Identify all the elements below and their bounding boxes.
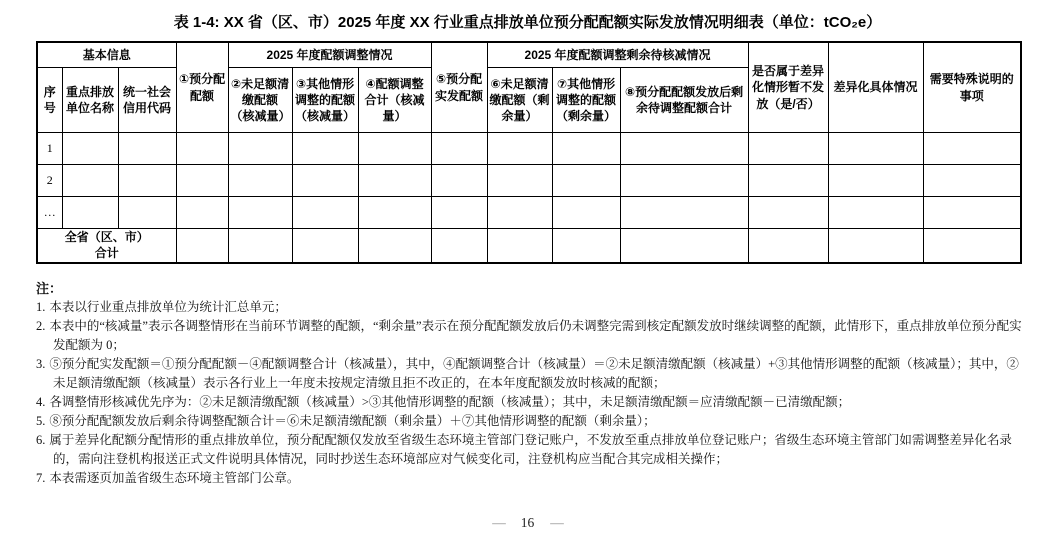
table-row-1 (37, 133, 1021, 165)
note-number: 7. (36, 471, 46, 486)
note-number: 1. (36, 300, 46, 315)
table-cell (487, 197, 552, 229)
table-cell (228, 229, 292, 264)
note-3 (36, 355, 1028, 393)
footer-dash-left: — (492, 515, 505, 530)
table-cell (923, 197, 1021, 229)
note-7 (36, 469, 1028, 488)
table-cell (292, 133, 358, 165)
table-cell (487, 229, 552, 264)
row-seq: 1 (37, 133, 62, 165)
table-cell (552, 165, 620, 197)
note-text: 各调整情形核减优先序为：②未足额清缴配额（核减量）>③其他情形调整的配额（核减量）；其中，未足额清缴配额＝应清缴配额－已清缴配额； (49, 395, 851, 410)
header-adjustment-2025-group: 2025 年度配额调整情况 (228, 42, 431, 68)
total-row-label: 全省（区、市）合计 (37, 229, 176, 264)
table-cell (620, 229, 748, 264)
notes-heading: 注： (36, 281, 63, 297)
table-row-ellipsis (37, 197, 1021, 229)
table-cell (358, 197, 431, 229)
header-pre-allocated: ①预分配配额 (176, 42, 228, 133)
note-4 (36, 393, 1028, 412)
header-special-notes: 需要特殊说明的事项 (923, 42, 1021, 133)
page-number: 16 (520, 515, 535, 530)
table-cell (176, 197, 228, 229)
table-cell (552, 133, 620, 165)
table-cell (748, 229, 828, 264)
header-group-row (37, 42, 1021, 68)
table-cell (176, 229, 228, 264)
header-credit-code: 统一社会信用代码 (118, 68, 176, 133)
table-row-2 (37, 165, 1021, 197)
table-cell (748, 165, 828, 197)
table-cell (487, 133, 552, 165)
table-row-total (37, 229, 1021, 264)
table-wrapper (36, 41, 1055, 264)
note-number: 5. (36, 414, 46, 429)
note-text: 本表以行业重点排放单位为统计汇总单元； (49, 300, 287, 315)
header-remaining-2025-group: 2025 年度配额调整剩余待核减情况 (487, 42, 748, 68)
header-adjust-total: ④配额调整合计（核减量） (358, 68, 431, 133)
table-cell (176, 133, 228, 165)
page-title: 表 1-4: XX 省（区、市）2025 年度 XX 行业重点排放单位预分配配额实际发放情况明细表（单位：tCO₂e） (173, 14, 882, 31)
header-differentiated-hold: 是否属于差异化情形暂不发放（是/否） (748, 42, 828, 133)
note-number: 6. (36, 433, 46, 448)
header-basic-info-group: 基本信息 (37, 42, 176, 68)
table-cell (828, 133, 923, 165)
table-cell (431, 133, 487, 165)
table-cell (292, 197, 358, 229)
note-text: 本表需逐页加盖省级生态环境主管部门公章。 (49, 471, 300, 486)
table-cell (228, 197, 292, 229)
header-other-adjusted: ③其他情形调整的配额（核减量） (292, 68, 358, 133)
table-cell (358, 165, 431, 197)
page-footer (0, 515, 1055, 531)
table-cell (552, 197, 620, 229)
table-cell (62, 133, 118, 165)
note-text: ⑧预分配配额发放后剩余待调整配额合计＝⑥未足额清缴配额（剩余量）＋⑦其他情形调整的配额（剩余量）； (49, 414, 656, 429)
table-cell (358, 229, 431, 264)
table-cell (748, 133, 828, 165)
note-text: 本表中的“核减量”表示各调整情形在当前环节调整的配额，“剩余量”表示在预分配配额发放后仍未调整完需到核定配额发放时继续调整的配额，此情形下，重点排放单位预分配实发配额为 0； (49, 319, 1022, 353)
note-text: ⑤预分配实发配额＝①预分配配额－④配额调整合计（核减量），其中，④配额调整合计（核减量）＝②未足额清缴配额（核减量）+③其他情形调整的配额（核减量）；其中，②未足额清缴配额（核减量）表示各行业上一年度未按规定清缴且拒不改正的，在本年度配额发放时核减的配额； (49, 357, 1019, 391)
note-number: 3. (36, 357, 46, 372)
table-cell (292, 165, 358, 197)
header-seq: 序号 (37, 68, 62, 133)
note-6 (36, 431, 1028, 469)
table-cell (431, 197, 487, 229)
table-cell (552, 229, 620, 264)
table-cell (620, 133, 748, 165)
row-seq: 2 (37, 165, 62, 197)
table-cell (431, 229, 487, 264)
table-cell (828, 197, 923, 229)
note-number: 4. (36, 395, 46, 410)
notes-section (36, 279, 1028, 488)
note-text: 属于差异化配额分配情形的重点排放单位，预分配配额仅发放至省级生态环境主管部门登记账户，不发放至重点排放单位登记账户；省级生态环境主管部门如需调整差异化名录的，需向注登机构报送正式文件说明具体情况，同时抄送生态环境部应对气候变化司，注登机构应当配合其完成相关操作； (49, 433, 1012, 467)
footer-dash-right: — (550, 515, 563, 530)
row-seq: … (37, 197, 62, 229)
table-cell (62, 197, 118, 229)
table-cell (176, 165, 228, 197)
table-cell (620, 165, 748, 197)
note-number: 2. (36, 319, 46, 334)
header-remaining-total: ⑧预分配配额发放后剩余待调整配额合计 (620, 68, 748, 133)
header-other-remaining: ⑦其他情形调整的配额（剩余量） (552, 68, 620, 133)
table-cell (487, 165, 552, 197)
header-unpaid-remaining: ⑥未足额清缴配额（剩余量） (487, 68, 552, 133)
table-cell (923, 165, 1021, 197)
header-actual-issued: ⑤预分配实发配额 (431, 42, 487, 133)
table-cell (748, 197, 828, 229)
table-cell (292, 229, 358, 264)
table-cell (923, 133, 1021, 165)
table-cell (828, 229, 923, 264)
table-cell (620, 197, 748, 229)
header-differentiated-detail: 差异化具体情况 (828, 42, 923, 133)
table-cell (228, 165, 292, 197)
table-cell (228, 133, 292, 165)
note-2 (36, 317, 1028, 355)
allocation-table (36, 41, 1022, 264)
table-cell (923, 229, 1021, 264)
note-1 (36, 298, 1028, 317)
header-unpaid-deduction: ②未足额清缴配额（核减量） (228, 68, 292, 133)
table-cell (358, 133, 431, 165)
table-cell (118, 197, 176, 229)
note-5 (36, 412, 1028, 431)
table-cell (118, 165, 176, 197)
table-cell (431, 165, 487, 197)
table-cell (118, 133, 176, 165)
table-cell (62, 165, 118, 197)
header-unit-name: 重点排放单位名称 (62, 68, 118, 133)
table-cell (828, 165, 923, 197)
